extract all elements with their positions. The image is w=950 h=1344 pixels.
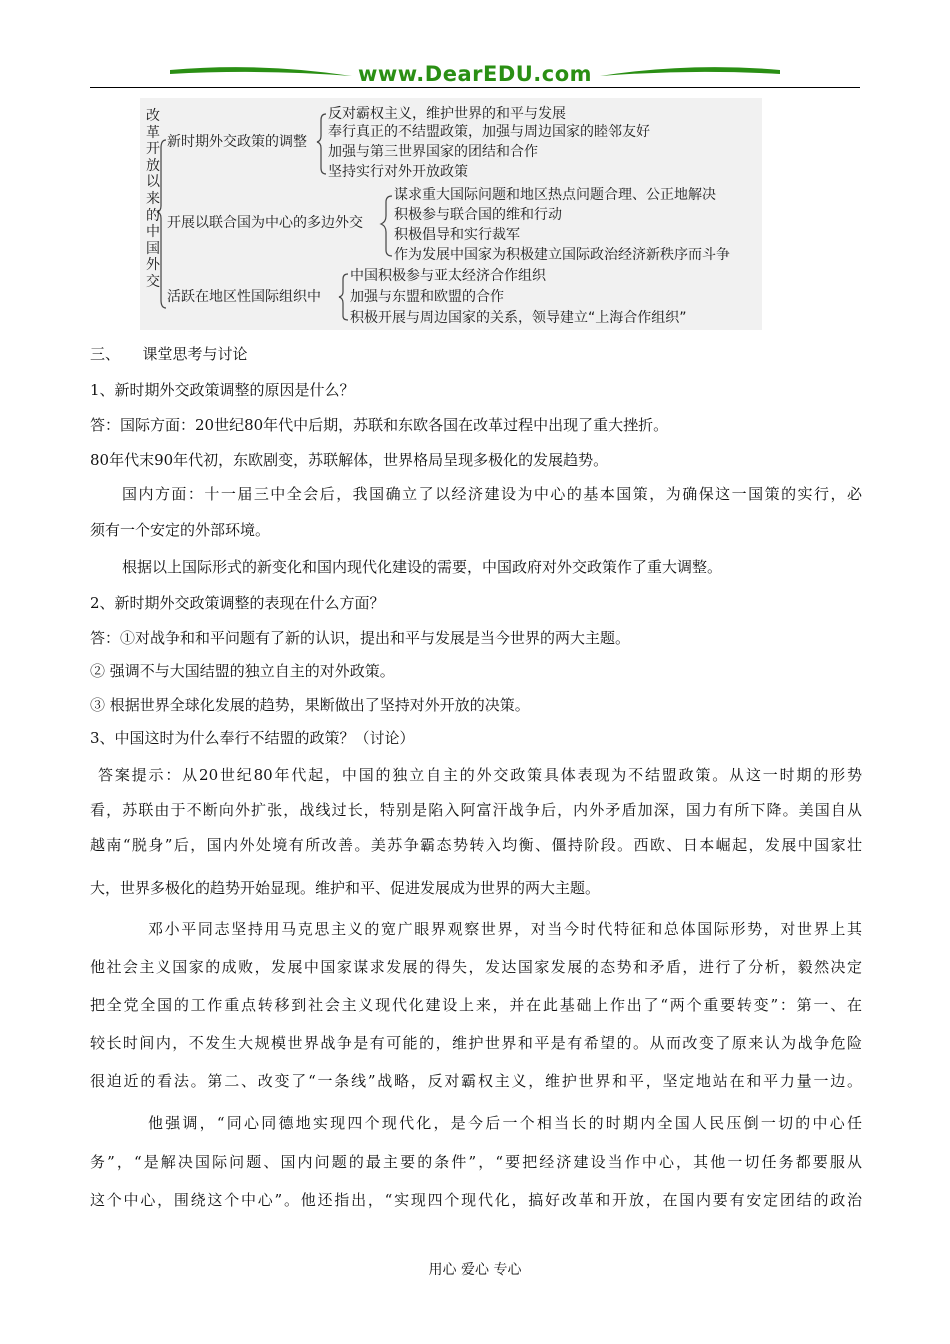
- paragraph-line: 务”，“是解决国际问题、国内问题的最主要的条件”，“要把经济建设当作中心，其他一切任务都要服从: [90, 1153, 862, 1171]
- paragraph-line: 邓小平同志坚持用马克思主义的宽广眼界观察世界，对当今时代特征和总体国际形势，对世界上其: [148, 920, 862, 938]
- paragraph-line: 他社会主义国家的成败，发展中国家谋求发展的得失，发达国家发展的态势和矛盾，进行了分析，毅然决定: [90, 958, 862, 976]
- question-2: 2、新时期外交政策调整的表现在什么方面？: [90, 594, 385, 612]
- branch-item: 加强与东盟和欧盟的合作: [350, 289, 504, 305]
- question-1: 1、新时期外交政策调整的原因是什么？: [90, 381, 355, 399]
- answer-line: ③ 根据世界全球化发展的趋势，果断做出了坚持对外开放的决策。: [90, 696, 530, 714]
- paragraph-line: 把全党全国的工作重点转移到社会主义现代化建设上来，并在此基础上作出了“两个重要转变”：第一、在: [90, 996, 862, 1014]
- branch-item: 反对霸权主义，维护世界的和平与发展: [328, 106, 566, 122]
- paragraph-line: 他强调，“同心同德地实现四个现代化，是今后一个相当长的时期内全国人民压倒一切的中心任: [148, 1114, 862, 1132]
- answer-line: 答：国际方面：20世纪80年代中后期，苏联和东欧各国在改革过程中出现了重大挫折。: [90, 416, 669, 434]
- answer-line: ② 强调不与大国结盟的独立自主的对外政策。: [90, 662, 395, 680]
- answer-line: 看，苏联由于不断向外扩张，战线过长，特别是陷入阿富汗战争后，内外矛盾加深，国力有所下降。美国自从: [90, 801, 862, 819]
- answer-line: 答案提示：从20世纪80年代起，中国的独立自主的外交政策具体表现为不结盟政策。从这一时期的形势: [98, 766, 862, 784]
- branch-label: 开展以联合国为中心的多边外交: [167, 215, 363, 231]
- paragraph-line: 很迫近的看法。第二、改变了“一条线”战略，反对霸权主义，维护世界和平，坚定地站在和平力量一边。: [90, 1072, 862, 1090]
- answer-line: 须有一个安定的外部环境。: [90, 521, 271, 539]
- paragraph-line: 这个中心，围绕这个中心”。他还指出，“实现四个现代化，搞好改革和开放，在国内要有安定团结的政治: [90, 1191, 862, 1209]
- answer-line: 答：①对战争和和平问题有了新的认识，提出和平与发展是当今世界的两大主题。: [90, 629, 631, 647]
- branch-item: 坚持实行对外开放政策: [328, 164, 468, 180]
- section-title: 三、 课堂思考与讨论: [90, 345, 248, 363]
- branch-item: 积极倡导和实行裁军: [394, 227, 520, 243]
- answer-line: 大，世界多极化的趋势开始显现。维护和平、促进发展成为世界的两大主题。: [90, 879, 601, 897]
- answer-line: 越南“脱身”后，国内外处境有所改善。美苏争霸态势转入均衡、僵持阶段。西欧、日本崛起，发展中国家壮: [90, 836, 862, 854]
- answer-line: 国内方面：十一届三中全会后，我国确立了以经济建设为中心的基本国策，为确保这一国策的实行，必: [122, 485, 862, 503]
- page-footer: 用心 爱心 专心: [428, 1262, 522, 1278]
- branch-item: 积极参与联合国的维和行动: [394, 207, 562, 223]
- branch-item: 奉行真正的不结盟政策，加强与周边国家的睦邻友好: [328, 124, 650, 140]
- branch-item: 谋求重大国际问题和地区热点问题合理、公正地解决: [394, 187, 716, 203]
- branch-item: 积极开展与周边国家的关系，领导建立“上海合作组织”: [350, 310, 687, 326]
- answer-line: 80年代末90年代初，东欧剧变，苏联解体，世界格局呈现多极化的发展趋势。: [90, 451, 609, 469]
- branch-label: 新时期外交政策的调整: [167, 134, 307, 150]
- foreign-policy-diagram: [140, 98, 762, 330]
- branch-item: 作为发展中国家为积极建立国际政治经济新秩序而斗争: [394, 247, 730, 263]
- question-3: 3、中国这时为什么奉行不结盟的政策？（讨论）: [90, 729, 415, 747]
- site-header-logo: [90, 60, 860, 90]
- branch-item: 加强与第三世界国家的团结和合作: [328, 144, 538, 160]
- branch-item: 中国积极参与亚太经济合作组织: [350, 268, 546, 284]
- site-url: www.DearEDU.com: [357, 62, 593, 86]
- branch-label: 活跃在地区性国际组织中: [167, 289, 321, 305]
- header-divider: [90, 87, 860, 88]
- answer-line: 根据以上国际形式的新变化和国内现代化建设的需要，中国政府对外交政策作了重大调整。: [122, 558, 723, 576]
- diagram-root-label: 改革开放以来的中国外交: [146, 108, 160, 290]
- paragraph-line: 较长时间内，不发生大规模世界战争是有可能的，维护世界和平是有希望的。从而改变了原来认为战争危险: [90, 1034, 862, 1052]
